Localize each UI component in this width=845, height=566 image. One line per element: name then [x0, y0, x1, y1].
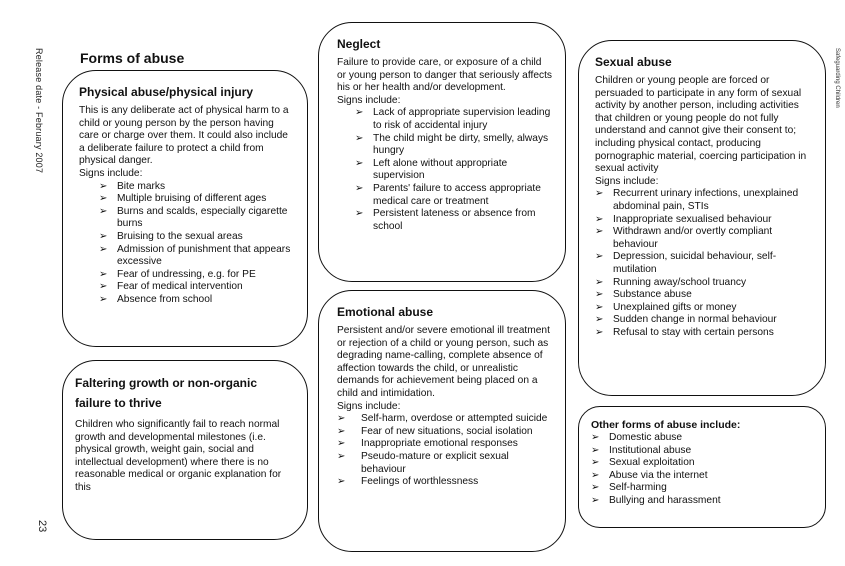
sexual-signs-list — [595, 188, 813, 339]
list-item: ➢ Sexual exploitation — [591, 457, 813, 470]
neglect-signs-list — [355, 107, 553, 233]
list-item: ➢ Substance abuse — [595, 289, 813, 302]
neglect-body: Failure to provide care, or exposure of a child or young person to danger that seriously affects his or her health and/or development. — [337, 57, 553, 94]
sexual-signs-label: Signs include: — [595, 175, 659, 187]
faltering-growth-body: Children who significantly fail to reach normal growth and developmental milestones (i.e. physical growth, weight gain, social and intellectual development) where there is no reasonable medical or organic explanation for this — [75, 419, 282, 493]
list-item: ➢ Multiple bruising of different ages — [99, 193, 295, 206]
list-item: ➢ Unexplained gifts or money — [595, 302, 813, 315]
list-item: ➢ Pseudo-mature or explicit sexual behaviour — [337, 451, 553, 476]
list-item: ➢ Fear of new situations, social isolation — [337, 426, 553, 439]
right-margin-note: Safeguarding Children — [834, 48, 840, 108]
list-item: ➢ Lack of appropriate supervision leading to risk of accidental injury — [355, 107, 553, 132]
list-item: ➢ Inappropriate emotional responses — [337, 438, 553, 451]
list-item: ➢ Recurrent urinary infections, unexplained abdominal pain, STIs — [595, 188, 813, 213]
list-item: ➢ Depression, suicidal behaviour, self-mutilation — [595, 251, 813, 276]
emotional-abuse-title: Emotional abuse — [337, 305, 434, 319]
sexual-abuse-body: Children or young people are forced or persuaded to participate in any form of sexual activity by another person, including activities that children or young people do not fully understand and cannot give their consent to; including physical contact, producing pornographic material, coercing participation in sexual activity — [595, 75, 807, 175]
list-item: ➢ Self-harming — [591, 482, 813, 495]
neglect-title: Neglect — [337, 37, 381, 51]
list-item: ➢ Bullying and harassment — [591, 495, 813, 508]
page-title: Forms of abuse — [80, 50, 185, 66]
page-number: 23 — [36, 520, 48, 533]
list-item: ➢ Fear of medical intervention — [99, 281, 295, 294]
other-forms-list — [591, 432, 813, 508]
list-item: ➢ Bite marks — [99, 181, 295, 194]
list-item: ➢ Sudden change in normal behaviour — [595, 314, 813, 327]
neglect-signs-label: Signs include: — [337, 94, 401, 106]
emotional-signs-list — [337, 413, 553, 489]
list-item: ➢ Parents' failure to access appropriate medical care or treatment — [355, 183, 553, 208]
release-date-margin-text: Release date - February 2007 — [34, 48, 44, 174]
list-item: ➢ The child might be dirty, smelly, always hungry — [355, 133, 553, 158]
list-item: ➢ Absence from school — [99, 294, 295, 307]
list-item: ➢ Inappropriate sexualised behaviour — [595, 214, 813, 227]
list-item: ➢ Persistent lateness or absence from school — [355, 208, 553, 233]
faltering-growth-title: Faltering growth or non-organic failure to thrive — [75, 376, 257, 410]
list-item: ➢ Burns and scalds, especially cigarette burns — [99, 206, 295, 231]
list-item: ➢ Fear of undressing, e.g. for PE — [99, 269, 295, 282]
list-item: ➢ Domestic abuse — [591, 432, 813, 445]
physical-signs-list — [99, 181, 295, 307]
other-forms-box — [578, 406, 826, 528]
other-forms-title: Other forms of abuse include: — [591, 419, 741, 431]
emotional-abuse-body: Persistent and/or severe emotional ill treatment or rejection of a child or young person, such as degrading name-calling, complete absence of affection towards the child, or unrealistic demands for achievement being placed on a child and intimidation. — [337, 325, 550, 399]
emotional-abuse-box — [318, 290, 566, 552]
list-item: ➢ Feelings of worthlessness — [337, 476, 553, 489]
neglect-box — [318, 22, 566, 282]
list-item: ➢ Self-harm, overdose or attempted suicide — [337, 413, 553, 426]
physical-abuse-body: This is any deliberate act of physical harm to a child or young person by the person having care or charge over them. It could also include a deliberate failure to protect a child from physical danger. — [79, 105, 289, 167]
physical-abuse-title: Physical abuse/physical injury — [79, 85, 254, 99]
physical-abuse-box — [62, 70, 308, 347]
physical-signs-label: Signs include: — [79, 167, 143, 179]
list-item: ➢ Running away/school truancy — [595, 277, 813, 290]
list-item: ➢ Withdrawn and/or overtly compliant behaviour — [595, 226, 813, 251]
list-item: ➢ Bruising to the sexual areas — [99, 231, 295, 244]
list-item: ➢ Institutional abuse — [591, 445, 813, 458]
sexual-abuse-box — [578, 40, 826, 396]
emotional-signs-label: Signs include: — [337, 400, 401, 412]
sexual-abuse-title: Sexual abuse — [595, 55, 672, 69]
list-item: ➢ Refusal to stay with certain persons — [595, 327, 813, 340]
list-item: ➢ Abuse via the internet — [591, 470, 813, 483]
faltering-growth-box — [62, 360, 308, 540]
list-item: ➢ Left alone without appropriate supervision — [355, 158, 553, 183]
list-item: ➢ Admission of punishment that appears excessive — [99, 244, 295, 269]
